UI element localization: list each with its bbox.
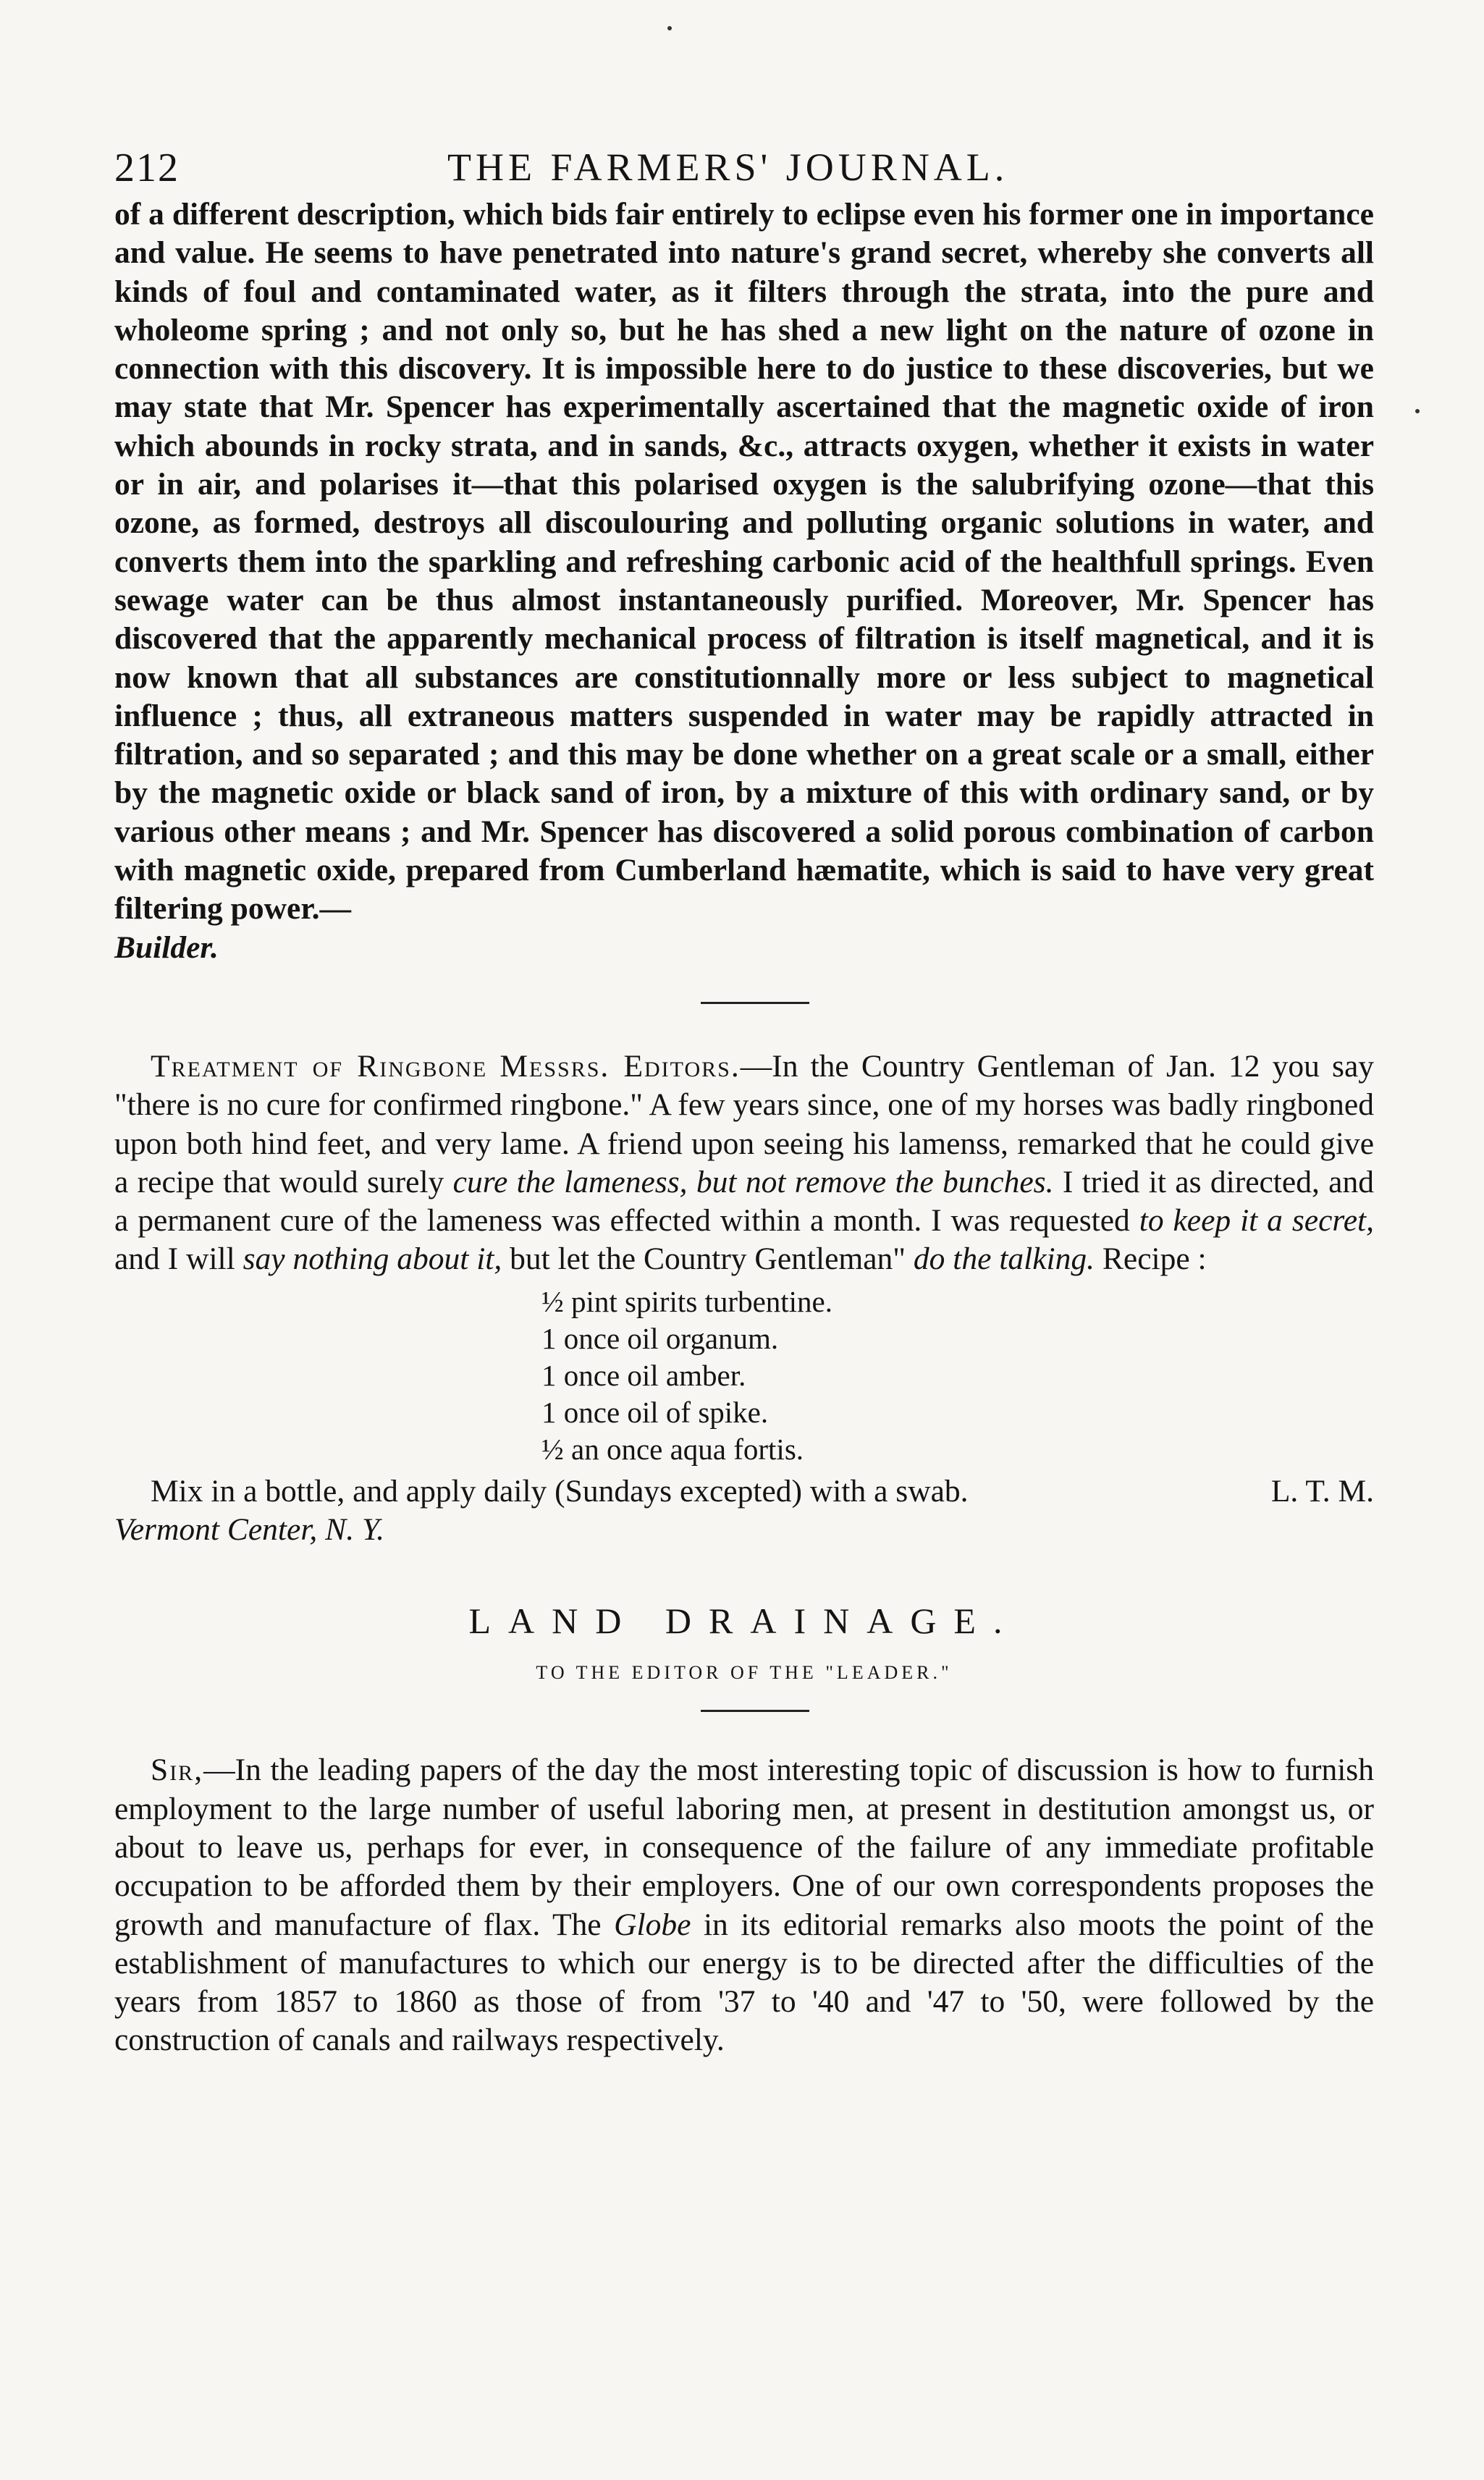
journal-page <box>114 130 1374 2060</box>
signature: L. T. M. <box>1270 1473 1374 1509</box>
ink-speck <box>1415 409 1420 413</box>
body-text: but let the Country Gentleman" <box>502 1241 914 1277</box>
page-header <box>114 130 1374 195</box>
place-line: Vermont Center, N. Y. <box>114 1512 385 1548</box>
drainage-article <box>114 1751 1374 2059</box>
body-text: Recipe : <box>1095 1241 1207 1277</box>
running-title: THE FARMERS' JOURNAL. <box>447 145 1009 189</box>
recipe-closing <box>114 1472 1374 1511</box>
italic-phrase: Globe <box>614 1907 691 1942</box>
salutation: Sir, <box>151 1753 204 1788</box>
italic-phrase: do the talking. <box>913 1241 1095 1277</box>
closing-text: Mix in a bottle, and apply daily (Sundays excepted) with a swab. <box>151 1473 969 1509</box>
italic-phrase: say nothing about it, <box>243 1241 502 1277</box>
recipe-item: ½ pint spirits turbentine. <box>541 1284 832 1318</box>
salutation: Messrs. Editors. <box>499 1048 741 1084</box>
recipe-item: 1 once oil of spike. <box>541 1395 769 1429</box>
recipe-item: ½ an once aqua fortis. <box>541 1432 804 1466</box>
body-text: —In the leading papers of the day the most interesting topic of discussion is how to furnish employment to the large number of useful laboring men, at present in destitution amongst us, or about to leave us, perhaps for ever, in consequence of the failure of any immediate profitable occupation to be afforded them by their employers. One of our own correspondents proposes the growth and manufacture of flax. The <box>114 1753 1374 1942</box>
article-heading: Treatment of Ringbone <box>151 1048 488 1084</box>
body-text: in its editorial remarks also moots the point of the establishment of manufactures to which our energy is to be directed after the difficulties of the years from 1857 to 1860 as those of from '37 to '40 and '47 to '50, were followed by the construction of canals and railways respectively. <box>114 1907 1374 2058</box>
italic-phrase: cure the lameness, but not remove the bunches. <box>452 1164 1054 1199</box>
ringbone-article <box>114 1047 1374 1279</box>
section-divider <box>701 1710 809 1712</box>
ink-speck <box>667 26 672 30</box>
body-text: —In the Country Gentleman of Jan. 12 you say "there is no cure for confirmed ringbone." A few years since, one of my horses was badly ringboned upon both hind feet, and very lame. A friend upon seeing his lamenss, remarked that he could give a recipe that would surely <box>114 1048 1375 1199</box>
section-subtitle: TO THE EDITOR OF THE "LEADER." <box>536 1662 953 1684</box>
body-text: I tried it as directed, and a permanent cure of the lameness was effected within a month. I was requested <box>114 1164 1374 1239</box>
recipe-item: 1 once oil amber. <box>541 1358 746 1392</box>
page-number: 212 <box>114 145 180 190</box>
article-source: Builder. <box>114 929 219 965</box>
ozone-article-text: of a different description, which bids fair entirely to eclipse even his former one in importance and value. He seems to have penetrated into nature's grand secret, whereby she converts all kinds of foul and contaminated water, as it filters through the strata, into the pure and wholeome spring ; and not only so, but he has shed a new light on the nature of ozone in connection with this discovery. It is impossible here to do justice to these discoveries, but we may state that Mr. Spencer has experimentally ascertained that the magnetic oxide of iron which abounds in rocky strata, and in sands, &c., attracts oxygen, whether it exists in water or in air, and polarises it—that this polarised oxygen is the salubrifying ozone—that this ozone, as formed, destroys all discoulouring and polluting organic solutions in water, and converts them into the sparkling and refreshing carbonic acid of the healthfull springs. Even sewage water can be thus almost instantaneously purified. Moreover, Mr. Spencer has discovered that the apparently mechanical process of filtration is itself magnetical, and it is now known that all substances are constitutionnally more or less subject to magnetical influence ; thus, all extraneous matters suspended in water may be rapidly attracted in filtration, and so separated ; and this may be done whether on a great scale or a small, either by the magnetic oxide or black sand of iron, by a mixture of this with ordinary sand, or by various other means ; and Mr. Spencer has discovered a solid porous combination of carbon with magnetic oxide, prepared from Cumberland hæmatite, which is said to have very great filtering power.— <box>114 197 1374 927</box>
recipe-list <box>541 1283 1374 1468</box>
body-text: and I will <box>114 1241 243 1277</box>
recipe-item: 1 once oil organum. <box>541 1321 779 1355</box>
italic-phrase: to keep it a secret, <box>1139 1203 1374 1239</box>
section-divider <box>701 1002 809 1004</box>
ozone-article <box>114 195 1374 967</box>
section-title: LAND DRAINAGE. <box>468 1600 1020 1642</box>
